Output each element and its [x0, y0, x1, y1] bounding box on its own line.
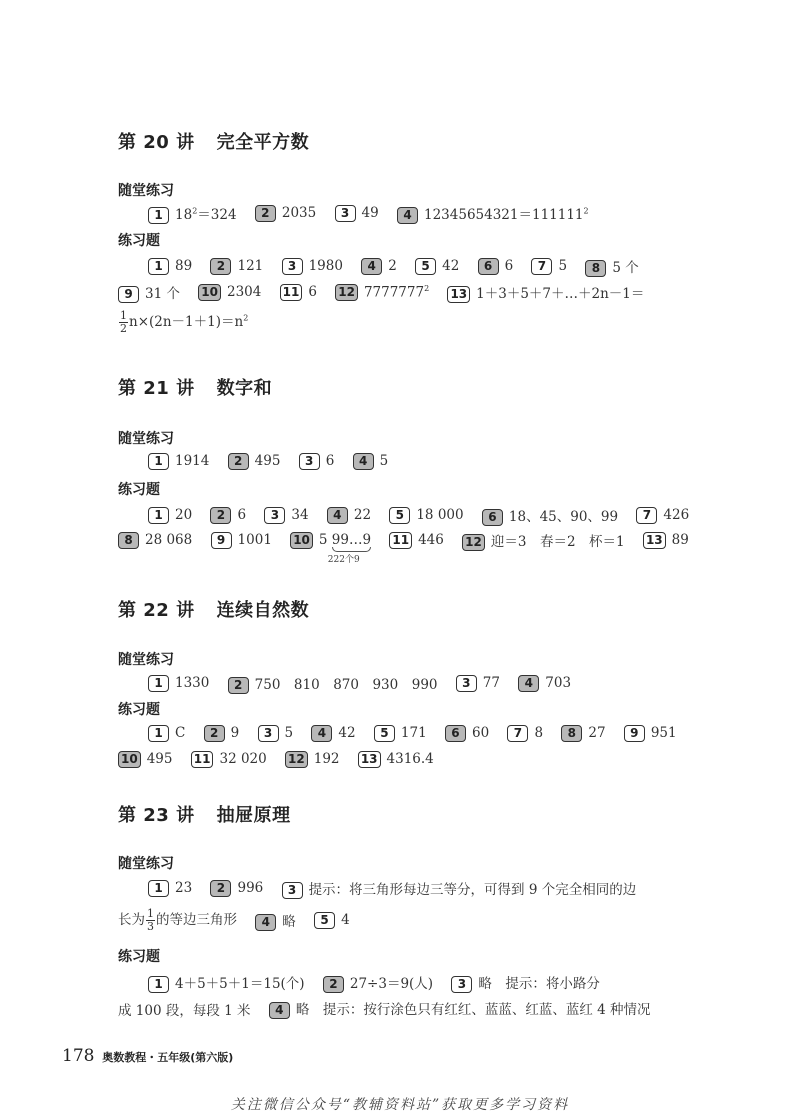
lecture-title: 完全平方数: [216, 132, 310, 153]
answer-line: 1 $18^2=324$ 2 2035 3 49 4 $12345654321=111111^2$: [148, 203, 603, 224]
exercise-label: 练习题: [118, 702, 160, 718]
fraction: $\frac{1}{3}$: [147, 907, 154, 933]
exercise-label: 练习题: [118, 949, 160, 965]
page-number: 178: [62, 1046, 95, 1066]
lecture-number: 第 23 讲: [118, 805, 195, 826]
lecture-title: 抽屉原理: [216, 805, 291, 826]
answer-line: 长为 $\frac{1}{3}$ 的等边三角形 4 略 5 4: [118, 907, 350, 933]
answer-line: 1 89 2 121 3 1980 4 2 5 42 6 6 7 5 8 5 个: [148, 256, 653, 277]
answer-line: 9 31 个 10 2304 11 6 12 7777777$^2$ 13 1＋3＋5＋7＋…＋2n－1＝: [118, 282, 658, 303]
lecture-number: 第 21 讲: [118, 378, 195, 399]
watermark: 关注微信公众号“教辅资料站”获取更多学习资料: [230, 1097, 570, 1113]
lecture-title: 连续自然数: [216, 600, 310, 621]
answer-line: $\frac{1}{2}$ $n\times(2n-1+1)=n^2$: [120, 309, 249, 335]
lecture-21-heading: [118, 374, 272, 400]
answer-line: 1 1330 2 750 810 870 930 990 3 77 4 703: [148, 673, 585, 694]
lecture-22-heading: [118, 596, 309, 622]
practice-label: 随堂练习: [118, 652, 174, 668]
answer-line: 1 23 2 996 3 提示：将三角形每边三等分，可得到 9 个完全相同的边: [148, 878, 650, 899]
lecture-23-heading: [118, 801, 291, 827]
fraction: $\frac{1}{2}$: [120, 309, 127, 335]
answer-line: 10 495 11 32 020 12 192 13 4316.4: [118, 751, 448, 768]
answer-line: 1 4＋5＋5＋1＝15(个) 2 27÷3＝9(人) 3 略 提示：将小路分: [148, 972, 614, 993]
answer-line: 1 1914 2 495 3 6 4 5: [148, 453, 402, 470]
practice-label: 随堂练习: [118, 856, 174, 872]
page-footer: [62, 1046, 233, 1066]
answer-line: 成 100 段，每段 1 米 4 略 提示：按行涂色只有红红、蓝蓝、红蓝、蓝红 4 种情况: [118, 1002, 651, 1019]
exercise-label: 练习题: [118, 233, 160, 249]
exercise-label: 练习题: [118, 482, 160, 498]
lecture-20-heading: [118, 128, 309, 154]
answer-line: 1 20 2 6 3 34 4 22 5 18 000 6 18、45、90、99 7 426: [148, 505, 703, 526]
answer-line: 8 28 068 9 1001 10 5 99…9 222个9 11 446 12 迎＝3 春＝2 杯＝1 13 89: [118, 530, 703, 551]
overbrace-number: 99…9 222个9: [327, 532, 372, 565]
answer-line: 1 C 2 9 3 5 4 42 5 171 6 60 7 8 8 27 9 951: [148, 725, 691, 742]
lecture-number: 第 20 讲: [118, 132, 195, 153]
book-title: 奥数教程・五年级(第六版): [102, 1051, 234, 1064]
practice-label: 随堂练习: [118, 183, 174, 199]
lecture-title: 数字和: [216, 378, 273, 399]
lecture-number: 第 22 讲: [118, 600, 195, 621]
practice-label: 随堂练习: [118, 431, 174, 447]
